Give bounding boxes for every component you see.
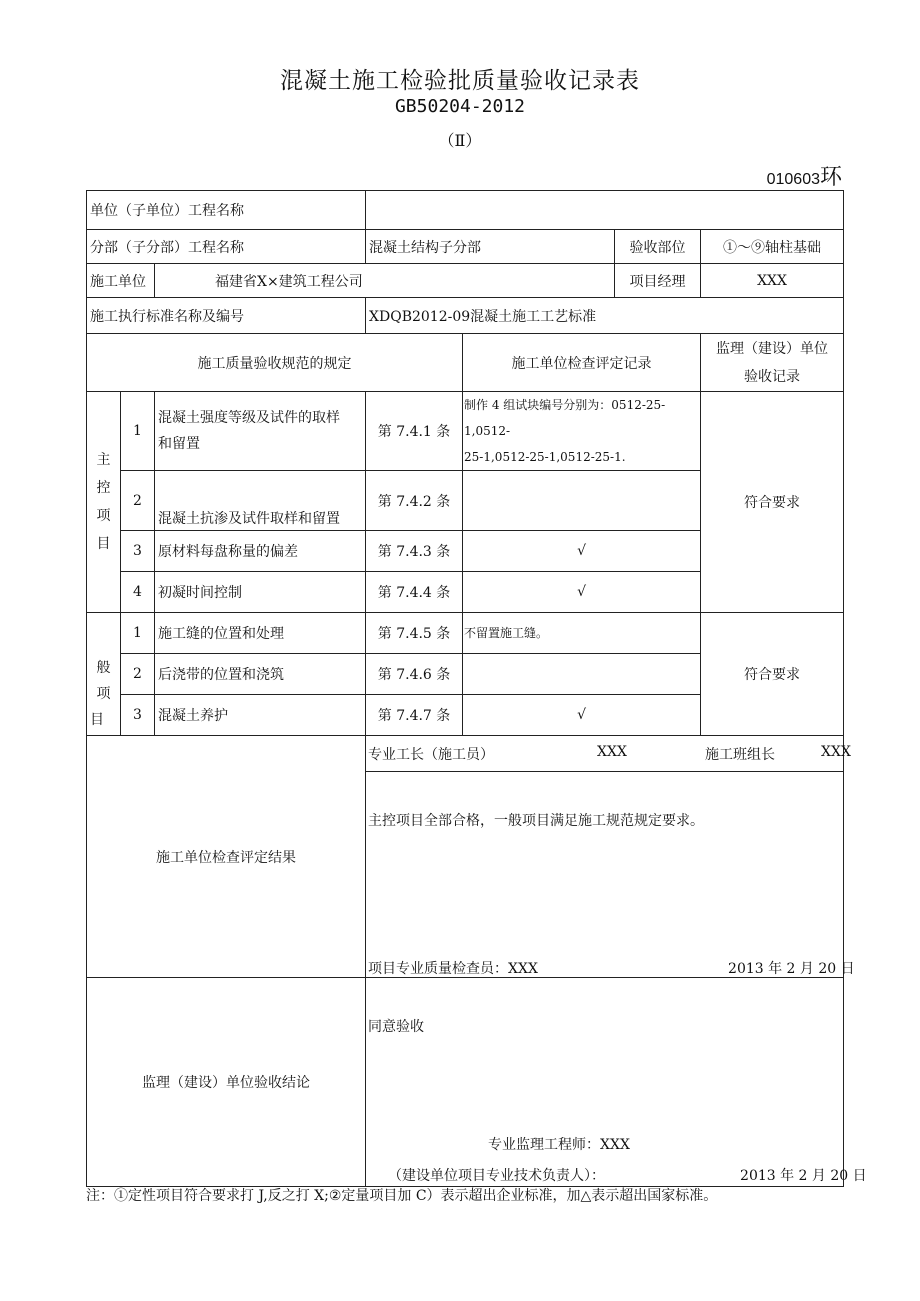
main-item-clause: 第 7.4.4 条	[366, 572, 463, 613]
supervision-date: 2013 年 2 月 20 日	[740, 1168, 867, 1184]
construction-signers-box	[366, 736, 851, 771]
unit-project-label: 单位（子单位）工程名称	[87, 191, 366, 230]
general-items-label-line2: 目	[90, 712, 104, 728]
general-items-conclusion: 符合要求	[701, 613, 844, 736]
acceptance-part-label: 验收部位	[615, 230, 701, 264]
division-value: 混凝土结构子分部	[366, 230, 615, 264]
main-item-record	[463, 471, 701, 531]
standard-code: GB50204-2012	[394, 96, 526, 117]
owner-representative: （建设单位项目专业技术负责人）：	[388, 1168, 606, 1184]
execution-standard-label: 施工执行标准名称及编号	[87, 298, 366, 334]
main-item-record: √	[463, 572, 701, 613]
supervision-conclusion-cell	[366, 978, 867, 1187]
volume-number: （Ⅱ）	[438, 131, 482, 150]
general-items-label-line1: 般 项	[96, 660, 111, 702]
execution-standard-value: XDQB2012-09混凝土施工工艺标准	[366, 298, 844, 334]
supervision-header-line2: 验收记录	[744, 368, 801, 385]
main-items-label-line1: 主 控	[96, 452, 111, 496]
supervision-engineer: 专业监理工程师：XXX	[488, 1137, 630, 1153]
general-item-clause: 第 7.4.6 条	[366, 654, 463, 695]
general-item-clause: 第 7.4.7 条	[366, 695, 463, 736]
main-item-no: 3	[121, 531, 155, 572]
main-item-name: 初凝时间控制	[155, 572, 366, 613]
supervision-header-line1: 监理（建设）单位	[716, 340, 829, 357]
main-item-record-line2: 25-1,0512-25-1,0512-25-1.	[464, 450, 626, 464]
main-item-no: 2	[121, 471, 155, 531]
construction-date: 2013 年 2 月 20 日	[728, 961, 855, 977]
main-item-name-line1: 混凝土强度等级及试件的取样	[158, 410, 340, 426]
construction-result-label: 施工单位检查评定结果	[87, 736, 366, 978]
general-item-name: 施工缝的位置和处理	[155, 613, 366, 654]
quality-inspector: 项目专业质量检查员：XXX	[368, 961, 538, 977]
general-item-name: 混凝土养护	[155, 695, 366, 736]
construction-unit-value: 福建省X×建筑工程公司	[155, 264, 615, 298]
check-record-column-header: 施工单位检查评定记录	[463, 334, 701, 392]
main-item-name	[155, 392, 366, 471]
foreman-value: XXX	[597, 744, 627, 760]
construction-signers-row	[366, 736, 851, 772]
main-items-conclusion: 符合要求	[701, 392, 844, 613]
main-item-clause: 第 7.4.1 条	[366, 392, 463, 471]
supervision-result-label: 监理（建设）单位验收结论	[87, 978, 366, 1187]
acceptance-part-value: ①～⑨轴柱基础	[701, 230, 844, 264]
construction-conclusion-box	[366, 772, 855, 977]
form-number-digits: 010603	[766, 171, 820, 188]
main-item-clause: 第 7.4.2 条	[366, 471, 463, 531]
general-item-no: 3	[121, 695, 155, 736]
main-items-label-line2: 项目	[96, 508, 111, 552]
main-item-no: 1	[121, 392, 155, 471]
construction-conclusion-text: 主控项目全部合格，一般项目满足施工规范规定要求。	[368, 813, 705, 829]
form-number-suffix: 环	[819, 165, 842, 190]
general-item-record	[463, 654, 701, 695]
main-item-clause: 第 7.4.3 条	[366, 531, 463, 572]
general-item-name: 后浇带的位置和浇筑	[155, 654, 366, 695]
main-item-record	[463, 392, 701, 471]
general-item-no: 2	[121, 654, 155, 695]
main-item-record-line1: 制作 4 组试块编号分别为：0512-25-1,0512-	[464, 398, 666, 438]
project-manager-value: XXX	[701, 264, 844, 298]
construction-conclusion-cell	[366, 772, 855, 978]
supervision-column-header	[701, 334, 844, 392]
general-item-record: √	[463, 695, 701, 736]
division-label: 分部（子分部）工程名称	[87, 230, 366, 264]
main-item-no: 4	[121, 572, 155, 613]
unit-project-value	[366, 191, 844, 230]
general-items-label	[87, 613, 121, 736]
team-leader-value: XXX	[821, 744, 851, 760]
main-item-name: 原材料每盘称量的偏差	[155, 531, 366, 572]
inspection-table	[86, 190, 867, 1187]
main-items-label	[87, 392, 121, 613]
spec-column-header: 施工质量验收规范的规定	[87, 334, 463, 392]
footnote: 注：①定性项目符合要求打 J,反之打 X;②定量项目加 C）表示超出企业标准，加△表示超出国家标准。	[86, 1188, 718, 1204]
general-item-record: 不留置施工缝。	[463, 613, 701, 654]
supervision-conclusion-text: 同意验收	[368, 1019, 425, 1035]
form-number	[767, 160, 842, 191]
form-title: 混凝土施工检验批质量验收记录表	[280, 68, 640, 94]
project-manager-label: 项目经理	[615, 264, 701, 298]
foreman-label: 专业工长（施工员）	[368, 747, 495, 763]
general-item-clause: 第 7.4.5 条	[366, 613, 463, 654]
main-item-record: √	[463, 531, 701, 572]
supervision-conclusion-box	[366, 978, 867, 1186]
general-item-no: 1	[121, 613, 155, 654]
construction-unit-label: 施工单位	[87, 264, 155, 298]
main-item-name: 混凝土抗渗及试件取样和留置	[155, 471, 366, 531]
team-leader-label: 施工班组长	[705, 747, 776, 763]
main-item-name-line2: 和留置	[158, 436, 200, 452]
